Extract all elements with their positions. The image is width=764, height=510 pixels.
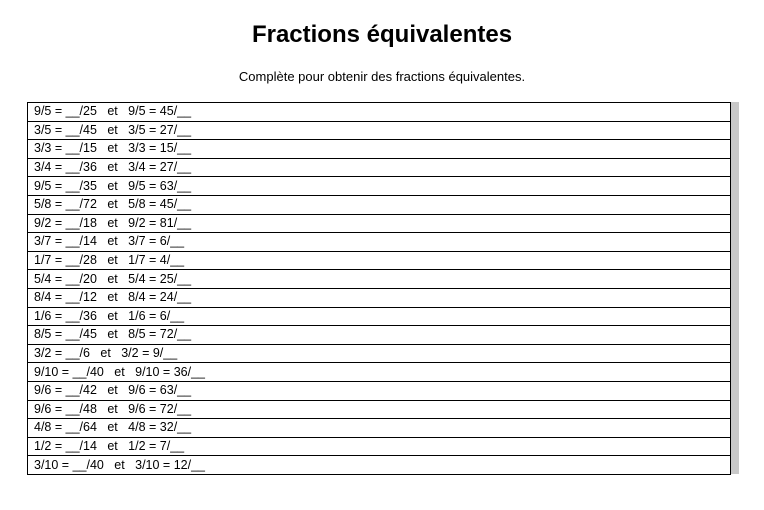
page-title: Fractions équivalentes [251, 21, 513, 48]
exercise-cell[interactable]: 9/5 = __/25 et 9/5 = 45/__ [28, 103, 731, 122]
table-row [28, 363, 731, 382]
exercise-cell[interactable]: 5/8 = __/72 et 5/8 = 45/__ [28, 195, 731, 214]
exercise-cell[interactable]: 9/10 = __/40 et 9/10 = 36/__ [28, 363, 731, 382]
exercise-cell[interactable]: 9/2 = __/18 et 9/2 = 81/__ [28, 214, 731, 233]
exercise-cell[interactable]: 3/2 = __/6 et 3/2 = 9/__ [28, 344, 731, 363]
table-row [28, 214, 731, 233]
table-row [28, 381, 731, 400]
exercise-cell[interactable]: 1/7 = __/28 et 1/7 = 4/__ [28, 251, 731, 270]
table-row [28, 400, 731, 419]
table-row [28, 307, 731, 326]
table-row [28, 195, 731, 214]
exercise-cell[interactable]: 3/5 = __/45 et 3/5 = 27/__ [28, 121, 731, 140]
exercise-cell[interactable]: 8/5 = __/45 et 8/5 = 72/__ [28, 326, 731, 345]
table-row [28, 177, 731, 196]
exercise-cell[interactable]: 3/10 = __/40 et 3/10 = 12/__ [28, 456, 731, 475]
table-row [28, 233, 731, 252]
exercise-cell[interactable]: 8/4 = __/12 et 8/4 = 24/__ [28, 288, 731, 307]
exercise-cell[interactable]: 9/6 = __/48 et 9/6 = 72/__ [28, 400, 731, 419]
exercise-cell[interactable]: 3/7 = __/14 et 3/7 = 6/__ [28, 233, 731, 252]
table-row [28, 158, 731, 177]
exercise-cell[interactable]: 9/5 = __/35 et 9/5 = 63/__ [28, 177, 731, 196]
instruction-text: Complète pour obtenir des fractions équivalentes. [238, 69, 526, 84]
table-row [28, 251, 731, 270]
exercise-table [27, 102, 731, 475]
exercise-cell[interactable]: 4/8 = __/64 et 4/8 = 32/__ [28, 419, 731, 438]
table-row [28, 121, 731, 140]
exercise-cell[interactable]: 1/6 = __/36 et 1/6 = 6/__ [28, 307, 731, 326]
table-shadow [731, 102, 739, 474]
exercise-cell[interactable]: 1/2 = __/14 et 1/2 = 7/__ [28, 437, 731, 456]
table-row [28, 270, 731, 289]
table-row [28, 456, 731, 475]
table-row [28, 140, 731, 159]
table-row [28, 437, 731, 456]
exercise-cell[interactable]: 3/4 = __/36 et 3/4 = 27/__ [28, 158, 731, 177]
table-row [28, 419, 731, 438]
table-row [28, 103, 731, 122]
exercise-table-container [27, 102, 731, 475]
table-row [28, 288, 731, 307]
table-row [28, 326, 731, 345]
table-row [28, 344, 731, 363]
exercise-cell[interactable]: 3/3 = __/15 et 3/3 = 15/__ [28, 140, 731, 159]
exercise-cell[interactable]: 5/4 = __/20 et 5/4 = 25/__ [28, 270, 731, 289]
exercise-cell[interactable]: 9/6 = __/42 et 9/6 = 63/__ [28, 381, 731, 400]
